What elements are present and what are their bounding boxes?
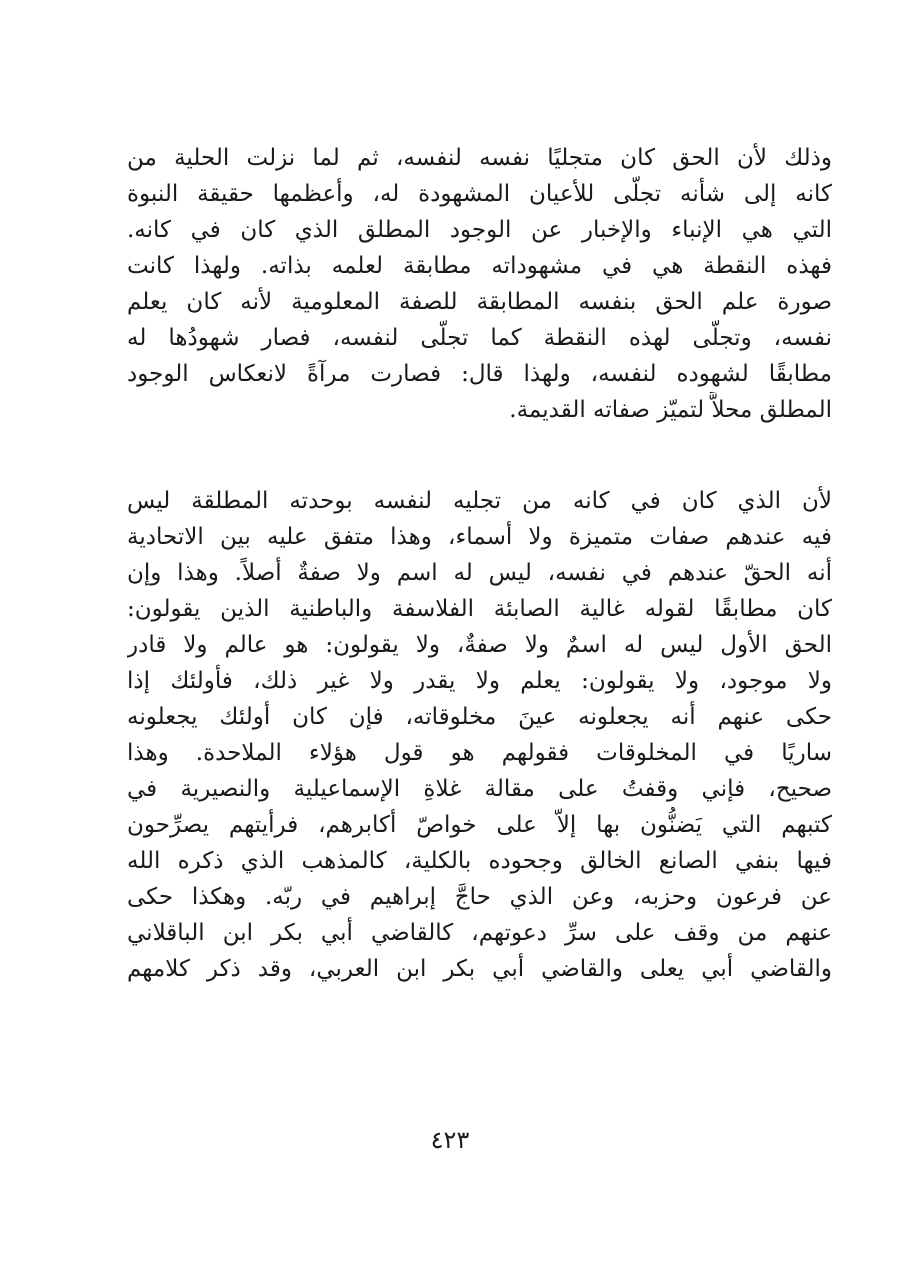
text-line: المطلق محلاًّ لتميّز صفاته القديمة. xyxy=(509,397,832,423)
text-line: ولا موجود، ولا يقولون: يعلم ولا يقدر ولا غير ذلك، فأولئك إذا xyxy=(127,668,832,694)
text-line: حكى عنهم أنه يجعلونه عينَ مخلوقاته، فإن كان أولئك يجعلونه xyxy=(127,704,832,730)
text-line: عن فرعون وحزبه، وعن الذي حاجَّ إبراهيم في ربّه. وهكذا حكى xyxy=(127,884,832,910)
text-line: صحيح، فإني وقفتُ على مقالة غلاةِ الإسماعيلية والنصيرية في xyxy=(127,776,832,802)
text-line: كانه إلى شأنه تجلَّى للأعيان المشهودة له، وأعظمها حقيقة النبوة xyxy=(127,181,832,207)
text-line: صورة علم الحق بنفسه المطابقة للصفة المعلومية لأنه كان يعلم xyxy=(127,289,832,315)
text-line: فيها بنفي الصانع الخالق وجحوده بالكلية، كالمذهب الذي ذكره الله xyxy=(127,848,832,874)
text-line: ساريًا في المخلوقات فقولهم هو قول هؤلاء الملاحدة. وهذا xyxy=(127,740,832,766)
text-line: كتبهم التي يَضنُّون بها إلاّ على خواصّ أكابرهم، فرأيتهم يصرِّحون xyxy=(127,812,832,838)
text-line: فيه عندهم صفات متميزة ولا أسماء، وهذا متفق عليه بين الاتحادية xyxy=(127,524,832,550)
text-line: لأن الذي كان في كانه من تجليه لنفسه بوحدته المطلقة ليس xyxy=(127,488,832,514)
text-line: والقاضي أبي يعلى والقاضي أبي بكر ابن العربي، وقد ذكر كلامهم xyxy=(127,956,832,982)
text-line: كان مطابقًا لقوله غالية الصابئة الفلاسفة والباطنية الذين يقولون: xyxy=(127,596,832,622)
page-number: ٤٢٣ xyxy=(430,1126,470,1154)
paragraph-2 xyxy=(127,483,832,987)
text-line: نفسه، وتجلَّى لهذه النقطة كما تجلَّى لنفسه، فصار شهودُها له xyxy=(127,325,832,351)
text-line: مطابقًا لشهوده لنفسه، ولهذا قال: فصارت مرآةً لانعكاس الوجود xyxy=(127,361,832,387)
text-line: عنهم من وقف على سرِّ دعوتهم، كالقاضي أبي بكر ابن الباقلاني xyxy=(127,920,832,946)
text-line: أنه الحقّ عندهم في نفسه، ليس له اسم ولا صفةٌ أصلاً. وهذا وإن xyxy=(127,560,832,586)
paragraph-1 xyxy=(127,140,832,428)
text-line: الحق الأول ليس له اسمٌ ولا صفةٌ، ولا يقولون: هو عالم ولا قادر xyxy=(127,632,832,658)
text-line: فهذه النقطة هي في مشهوداته مطابقة لعلمه بذاته. ولهذا كانت xyxy=(127,253,832,279)
text-line: التي هي الإنباء والإخبار عن الوجود المطلق الذي كان في كانه. xyxy=(127,217,832,243)
text-line: وذلك لأن الحق كان متجليًا نفسه لنفسه، ثم لما نزلت الحلية من xyxy=(127,145,832,171)
